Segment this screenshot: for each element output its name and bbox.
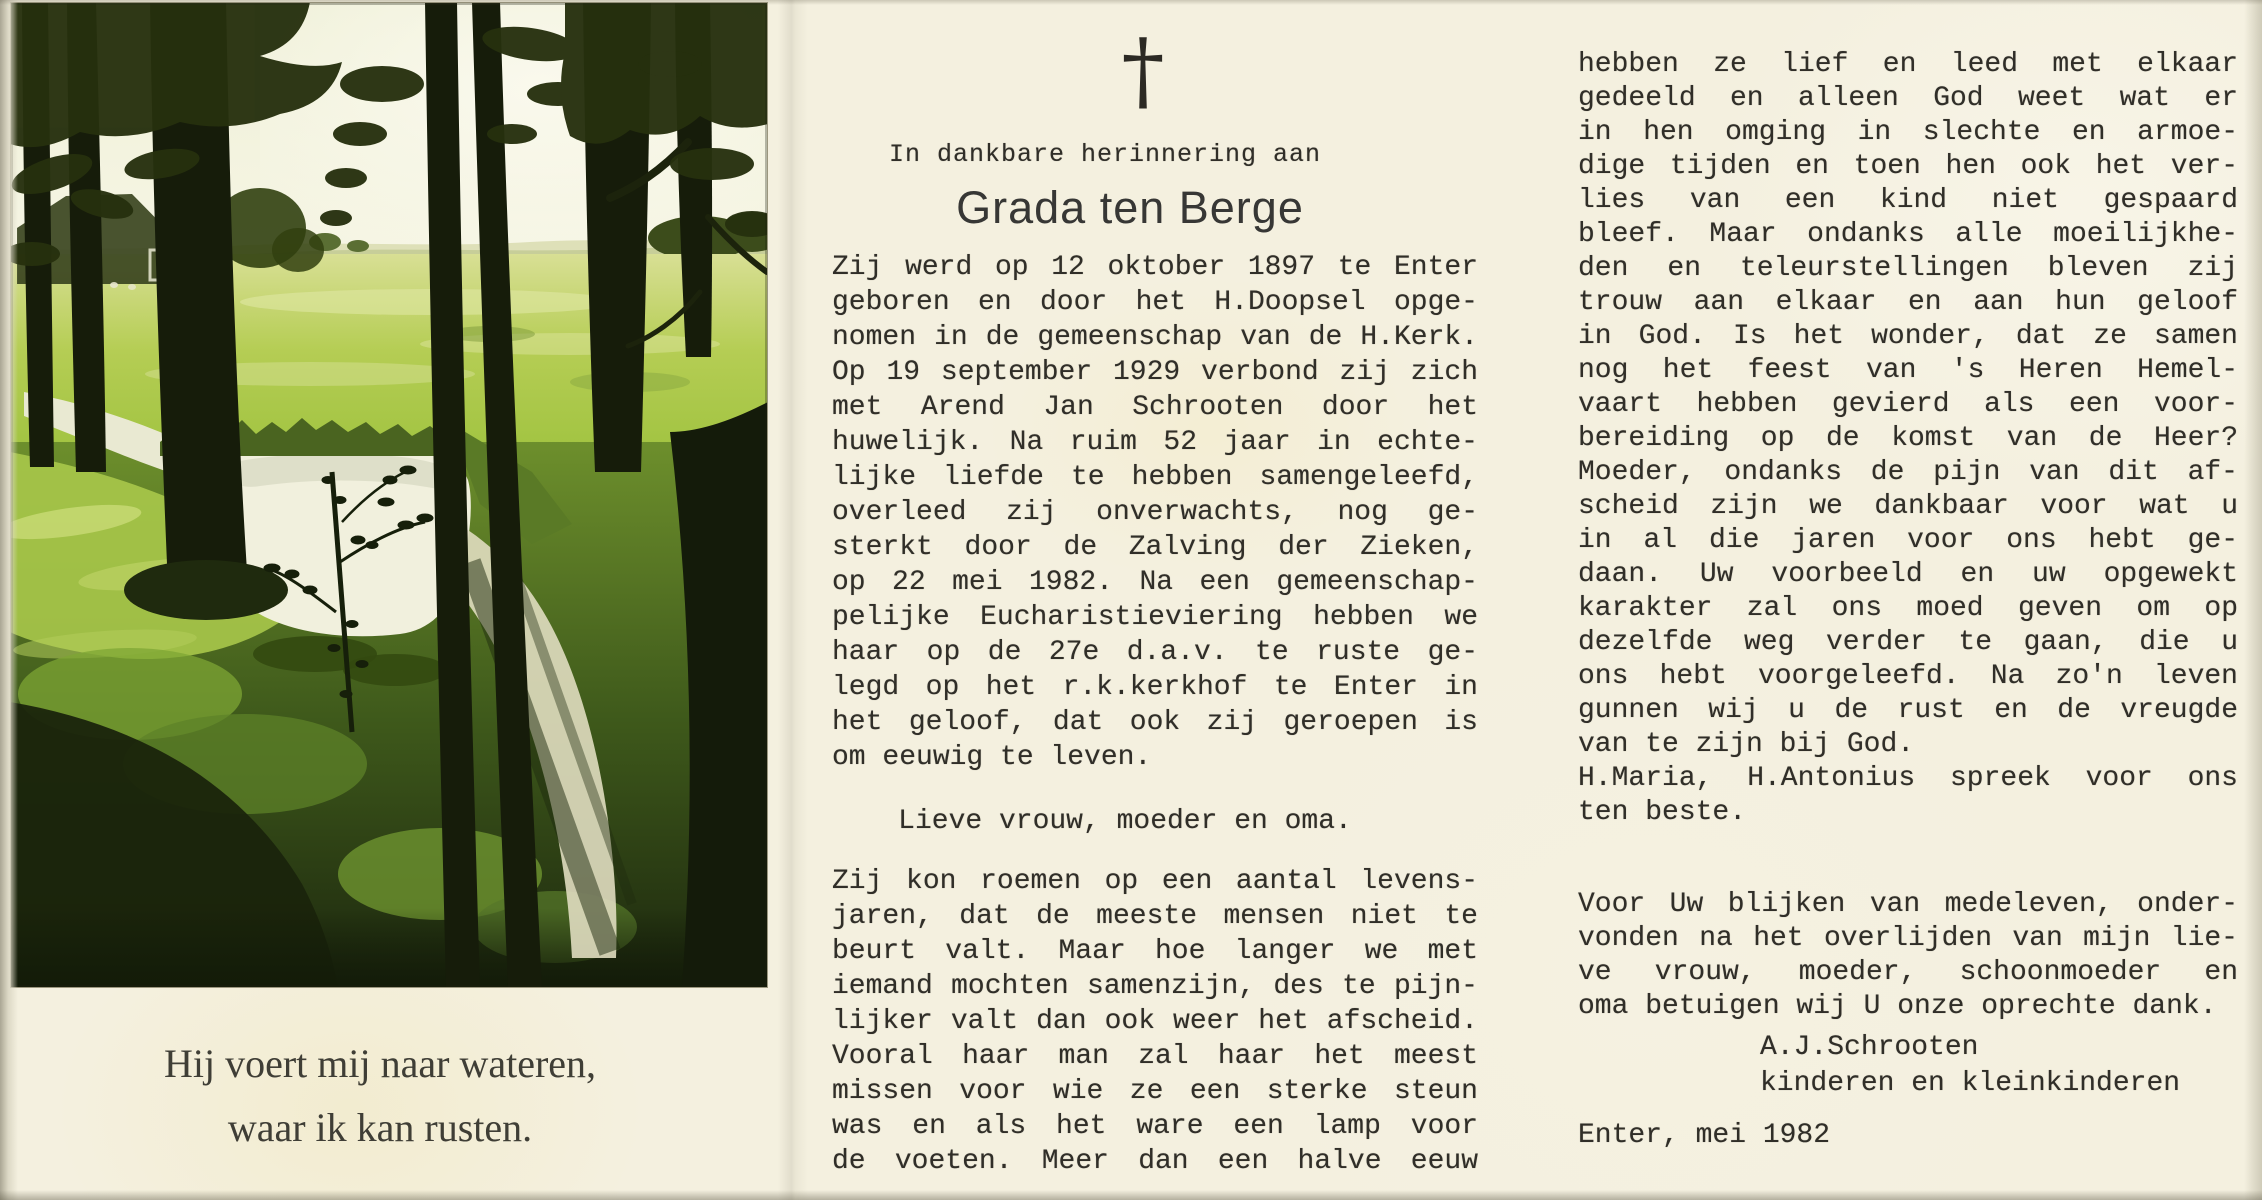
- text-line: haar op de 27e d.a.v. te ruste ge-: [832, 637, 1478, 668]
- memorial-subheading: Lieve vrouw, moeder en oma.: [898, 806, 1352, 837]
- text-line: de voeten. Meer dan een halve eeuw: [832, 1146, 1478, 1177]
- text-line: nomen in de gemeenschap van de H.Kerk.: [832, 322, 1478, 353]
- text-line: oma betuigen wij U onze oprechte dank.: [1578, 991, 2217, 1022]
- text-line: Zij kon roemen op een aantal levens-: [832, 866, 1478, 897]
- text-line: iemand mochten samenzijn, des te pijn-: [832, 971, 1478, 1002]
- text-line: dige tijden en toen hen ook het ver-: [1578, 151, 2238, 182]
- text-line: Voor Uw blijken van medeleven, onder-: [1578, 889, 2238, 920]
- text-line: nog het feest van 's Heren Hemel-: [1578, 355, 2238, 386]
- text-line: ten beste.: [1578, 797, 1747, 828]
- text-line: trouw aan elkaar en aan hun geloof: [1578, 287, 2238, 318]
- paragraph-married-life: [1578, 48, 2238, 762]
- text-line: hebben ze lief en leed met elkaar: [1578, 49, 2238, 80]
- text-line: beurt valt. Maar hoe langer we met: [832, 936, 1478, 967]
- text-line: het geloof, dat ook zij geroepen is: [832, 707, 1478, 738]
- text-line: den en teleurstellingen bleven zij: [1578, 253, 2238, 284]
- paragraph-acknowledgement: [1578, 888, 2238, 1024]
- text-line: karakter zal ons moed geven om op: [1578, 593, 2238, 624]
- text-line: Moeder, ondanks de pijn van dit af-: [1578, 457, 2238, 488]
- text-line: Vooral haar man zal haar het meest: [832, 1041, 1478, 1072]
- text-line: bereiding op de komst van de Heer?: [1578, 423, 2238, 454]
- scan-edge-left: [0, 0, 18, 1200]
- text-line: lijke liefde te hebben samengeleefd,: [832, 462, 1478, 493]
- text-line: bleef. Maar ondanks alle moeilijkhe-: [1578, 219, 2238, 250]
- text-line: jaren, dat de meeste mensen niet te: [832, 901, 1478, 932]
- text-line: overleed zij onverwachts, nog ge-: [832, 497, 1478, 528]
- landscape-photo-svg: [10, 2, 768, 988]
- scan-edge-bottom: [0, 1190, 2262, 1200]
- place-and-date: Enter, mei 1982: [1578, 1120, 1831, 1151]
- text-line: huwelijk. Na ruim 52 jaar in echte-: [832, 427, 1478, 458]
- text-line: om eeuwig te leven.: [832, 742, 1152, 773]
- photo-caption-line-2: waar ik kan rusten.: [227, 1105, 533, 1150]
- text-line: op 22 mei 1982. Na een gemeenschap-: [832, 567, 1478, 598]
- signature-family: kinderen en kleinkinderen: [1760, 1068, 2181, 1099]
- scan-edge-top: [0, 0, 2262, 5]
- photo-caption-line-1: Hij voert mij naar wateren,: [163, 1041, 597, 1086]
- deceased-name: Grada ten Berge: [956, 182, 1304, 233]
- text-line: lies van een kind niet gespaard: [1578, 185, 2238, 216]
- text-line: was en als het ware een lamp voor: [832, 1111, 1478, 1142]
- signature-name: A.J.Schrooten: [1760, 1032, 1979, 1063]
- text-line: scheid zijn we dankbaar voor wat u: [1578, 491, 2238, 522]
- text-line: H.Maria, H.Antonius spreek voor ons: [1578, 763, 2238, 794]
- text-line: daan. Uw voorbeeld en uw opgewekt: [1578, 559, 2238, 590]
- text-line: van te zijn bij God.: [1578, 729, 1915, 760]
- text-line: missen voor wie ze een sterke steun: [832, 1076, 1478, 1107]
- text-line: pelijke Eucharistieviering hebben we: [832, 602, 1478, 633]
- text-line: Zij werd op 12 oktober 1897 te Enter: [832, 252, 1478, 283]
- text-line: gunnen wij u de rust en de vreugde: [1578, 695, 2238, 726]
- landscape-photo: [10, 2, 768, 988]
- text-line: vaart hebben gevierd als een voor-: [1578, 389, 2238, 420]
- text-line: sterkt door de Zalving der Zieken,: [832, 532, 1478, 563]
- card-fold-crease: [778, 0, 808, 1200]
- text-line: in hen omging in slechte en armoe-: [1578, 117, 2238, 148]
- text-line: in God. Is het wonder, dat ze samen: [1578, 321, 2238, 352]
- text-line: vonden na het overlijden van mijn lie-: [1578, 923, 2238, 954]
- scan-edge-right: [2244, 0, 2262, 1200]
- text-line: dezelfde weg verder te gaan, die u: [1578, 627, 2238, 658]
- paragraph-farewell: [832, 864, 1478, 1179]
- memorial-intro: In dankbare herinnering aan: [888, 140, 1322, 169]
- text-line: gedeeld en alleen God weet wat er: [1578, 83, 2238, 114]
- paragraph-intercession: [1578, 762, 2238, 830]
- cross-icon: †: [1121, 21, 1165, 121]
- text-line: ons hebt voorgeleefd. Na zo'n leven: [1578, 661, 2238, 692]
- text-line: lijker valt dan ook weer het afscheid.: [832, 1006, 1478, 1037]
- text-line: legd op het r.k.kerkhof te Enter in: [832, 672, 1478, 703]
- text-line: geboren en door het H.Doopsel opge-: [832, 287, 1478, 318]
- text-line: met Arend Jan Schrooten door het: [832, 392, 1478, 423]
- text-line: in al die jaren voor ons hebt ge-: [1578, 525, 2238, 556]
- text-line: Op 19 september 1929 verbond zij zich: [832, 357, 1478, 388]
- text-line: ve vrouw, moeder, schoonmoeder en: [1578, 957, 2238, 988]
- paragraph-life-story: [832, 250, 1478, 775]
